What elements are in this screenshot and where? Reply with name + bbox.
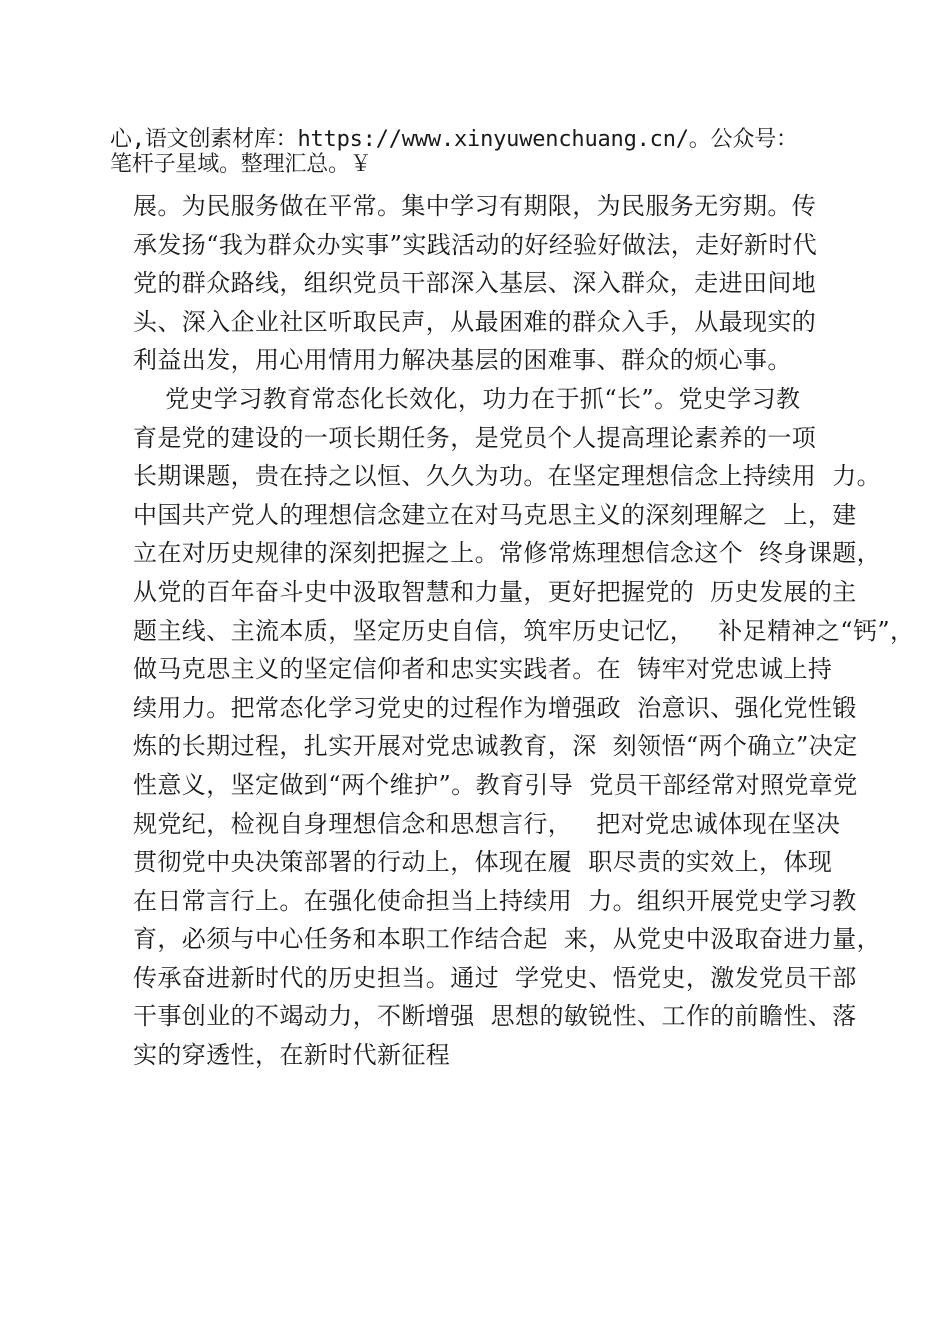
text-line: 干事创业的不竭动力，不断增强 思想的敏锐性、工作的前瞻性、落: [133, 1002, 857, 1031]
text-line: 实的穿透性，在新时代新征程: [133, 1041, 451, 1070]
text-line: 从党的百年奋斗史中汲取智慧和力量，更好把握党的 历史发展的主: [133, 577, 857, 606]
text-line: 展。为民服务做在平常。集中学习有期限，为民服务无穷期。传: [133, 192, 817, 220]
text-line: 党史学习教育常态化长效化，功力在于抓“长”。党史学习教: [133, 384, 801, 413]
text-line: 在日常言行上。在强化使命担当上持续用 力。组织开展党史学习教: [133, 886, 857, 915]
text-line: 中国共产党人的理想信念建立在对马克思主义的深刻理解之 上，建: [133, 500, 857, 529]
text-line: 育是党的建设的一项长期任务，是党员个人提高理论素养的一项: [133, 423, 817, 452]
text-line: 规党纪，检视自身理想信念和思想言行， 把对党忠诚体现在坚决: [133, 809, 841, 838]
text-line: 承发扬“我为群众办实事”实践活动的好经验好做法，走好新时代: [133, 230, 818, 259]
text-line: 贯彻党中央决策部署的行动上，体现在履 职尽责的实效上，体现: [133, 848, 833, 877]
header-line-source: 心,语文创素材库：https://www.xinyuwenchuang.cn/。公众号：: [110, 127, 798, 152]
text-line: 头、深入企业社区听取民声，从最困难的群众入手，从最现实的: [133, 307, 817, 336]
text-line: 立在对历史规律的深刻把握之上。常修常炼理想信念这个 终身课题，: [133, 539, 882, 568]
text-line: 性意义，坚定做到“两个维护”。教育引导 党员干部经常对照党章党: [133, 770, 858, 799]
text-line: 育，必须与中心任务和本职工作结合起 来，从党史中汲取奋进力量，: [133, 925, 882, 954]
text-line: 长期课题，贵在持之以恒、久久为功。在坚定理想信念上持续用 力。: [133, 462, 882, 491]
text-line: 做马克思主义的坚定信仰者和忠实实践者。在 铸牢对党忠诚上持: [133, 655, 833, 684]
text-line: 利益出发，用心用情用力解决基层的困难事、群众的烦心事。: [133, 346, 792, 375]
body-text: [133, 187, 915, 1075]
text-line: 题主线、主流本质，坚定历史自信，筑牢历史记忆， 补足精神之“钙”，: [133, 616, 915, 645]
text-line: 传承奋进新时代的历史担当。通过 学党史、悟党史，激发党员干部: [133, 963, 857, 992]
text-line: 炼的长期过程，扎实开展对党忠诚教育，深 刻领悟“两个确立”决定: [133, 732, 858, 761]
text-line: 续用力。把常态化学习党史的过程作为增强政 治意识、强化党性锻: [133, 693, 857, 722]
header-line-account: 笔杆子星域。整理汇总。￥: [110, 152, 372, 177]
source-header: [110, 127, 870, 177]
text-line: 党的群众路线，组织党员干部深入基层、深入群众，走进田间地: [133, 269, 817, 298]
